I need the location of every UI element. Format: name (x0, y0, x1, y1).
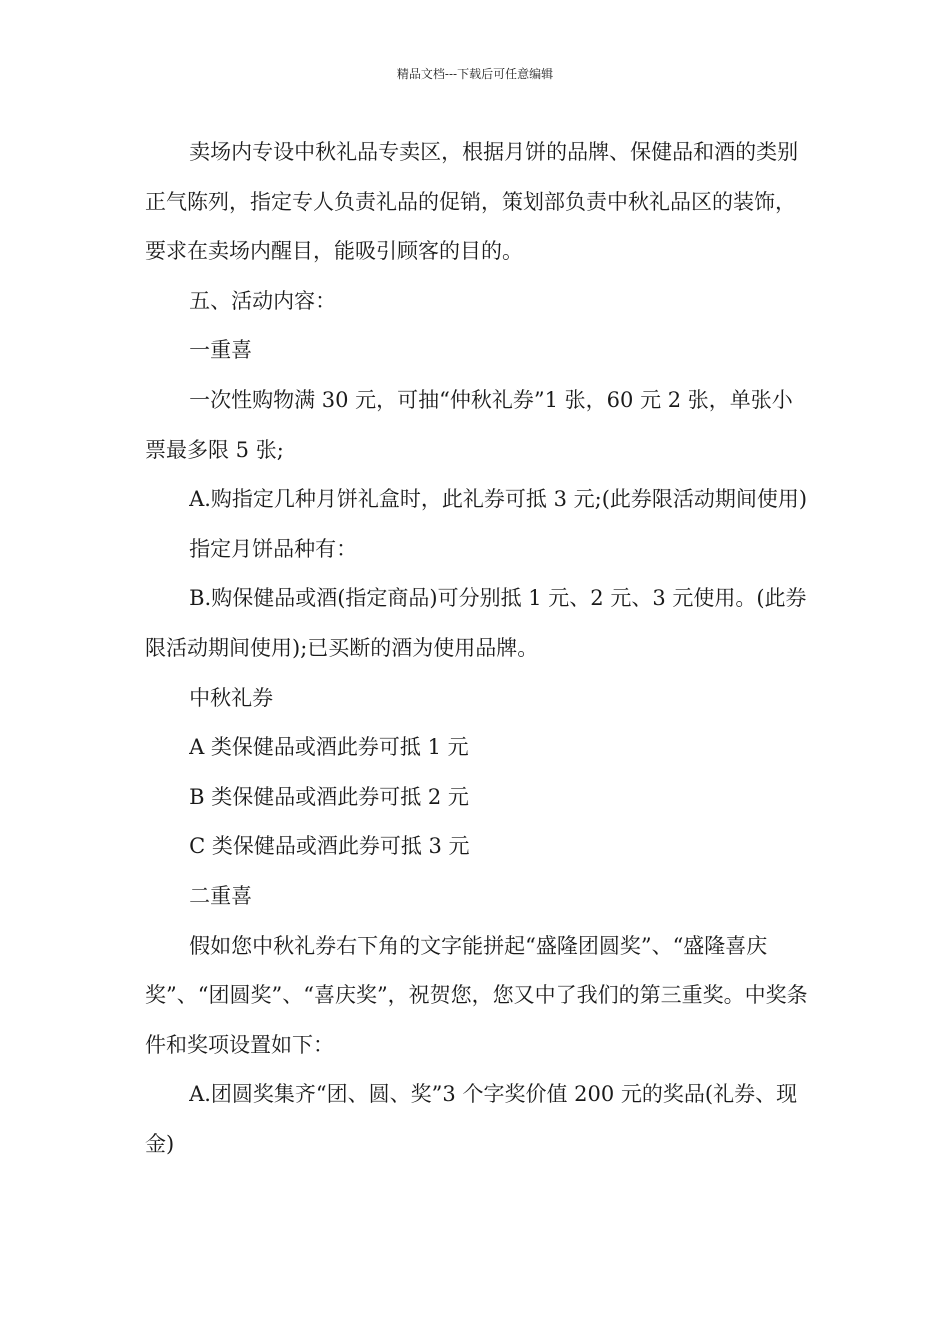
list-item: B 类保健品或酒此券可抵 2 元 (189, 784, 469, 809)
page-header: 精品文档---下载后可任意编辑 (396, 67, 554, 81)
paragraph: B.购保健品或酒(指定商品)可分别抵 1 元、2 元、3 元使用。(此券限活动期间使用);已买断的酒为使用品牌。 (145, 586, 807, 660)
paragraph: 卖场内专设中秋礼品专卖区，根据月饼的品牌、保健品和酒的类别正气陈列，指定专人负责礼品的促销，策划部负责中秋礼品区的装饰，要求在卖场内醒目，能吸引顾客的目的。 (145, 140, 799, 264)
paragraph: A.团圆奖集齐“团、圆、奖”3 个字奖价值 200 元的奖品(礼券、现金) (145, 1082, 798, 1156)
paragraph: 一次性购物满 30 元，可抽“仲秋礼券”1 张，60 元 2 张，单张小票最多限 5 张; (145, 387, 793, 462)
list-item: A 类保健品或酒此券可抵 1 元 (189, 735, 469, 760)
sub-heading: 中秋礼券 (189, 685, 274, 710)
list-item: C 类保健品或酒此券可抵 3 元 (189, 834, 470, 859)
document-body (145, 128, 810, 1169)
paragraph: 假如您中秋礼券右下角的文字能拼起“盛隆团圆奖”、“盛隆喜庆奖”、“团圆奖”、“喜庆奖”，祝贺您，您又中了我们的第三重奖。中奖条件和奖项设置如下： (145, 933, 808, 1057)
paragraph: 指定月饼品种有： (189, 536, 358, 561)
sub-heading: 一重喜 (189, 338, 253, 363)
section-heading: 五、活动内容： (189, 288, 337, 313)
sub-heading: 二重喜 (189, 883, 253, 908)
paragraph: A.购指定几种月饼礼盒时，此礼券可抵 3 元;(此券限活动期间使用) (189, 487, 808, 512)
